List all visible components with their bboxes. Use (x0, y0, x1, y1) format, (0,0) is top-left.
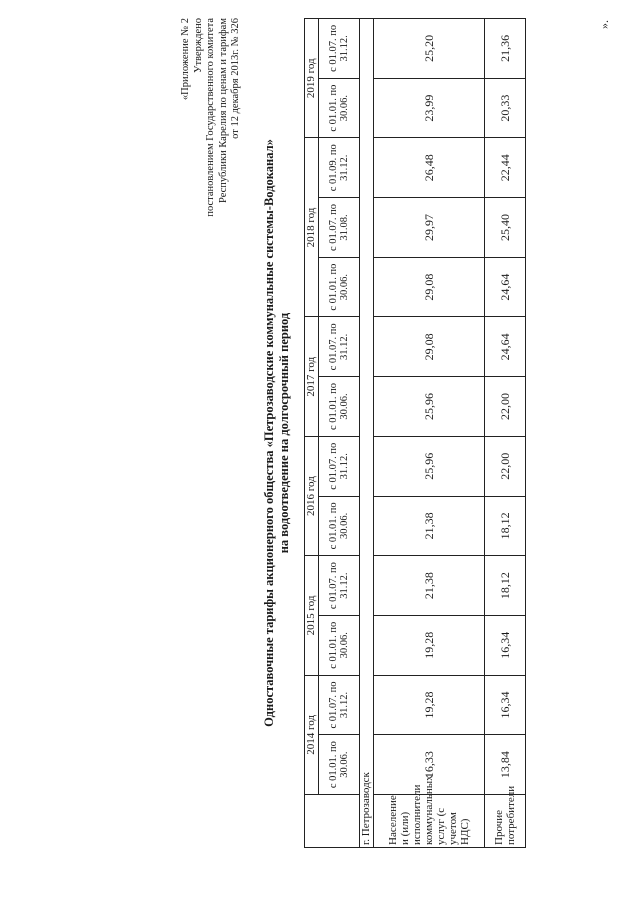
tariff-value: 25,96 (374, 436, 485, 496)
tariff-value: 19,28 (374, 675, 485, 735)
tariff-table (304, 18, 526, 848)
tariff-value: 22,44 (485, 138, 526, 198)
table-row (374, 19, 485, 848)
tariff-value: 29,08 (374, 317, 485, 377)
title-line-1: Одноставочные тарифы акционерного общества «Петрозаводские коммунальные системы-Водоканал» (262, 139, 276, 727)
period-header: с 01.09. по 31.12. (319, 138, 360, 198)
year-header: 2014 год (305, 675, 319, 794)
tariff-value: 20,33 (485, 78, 526, 138)
committee-line: Республики Карелия по ценам и тарифам (217, 18, 229, 203)
closing-quote: ». (597, 20, 611, 29)
document-sheet (180, 18, 610, 848)
corner-header (305, 795, 360, 848)
tariff-value: 24,64 (485, 317, 526, 377)
tariff-value: 22,00 (485, 436, 526, 496)
period-header: с 01.01. по 30.06. (319, 78, 360, 138)
city-row (360, 19, 374, 848)
tariff-value: 25,96 (374, 377, 485, 437)
tariff-value: 21,36 (485, 19, 526, 79)
period-header: с 01.07. по 31.12. (319, 556, 360, 616)
year-header: 2016 год (305, 436, 319, 555)
document-title (262, 18, 292, 848)
title-line-2: на водоотведение на долгосрочный период (277, 312, 291, 554)
decree-line: постановлением Государственного комитета (205, 18, 216, 217)
period-header: с 01.01. по 30.06. (319, 735, 360, 795)
year-header: 2018 год (305, 138, 319, 317)
period-header: с 01.01. по 30.06. (319, 615, 360, 675)
tariff-value: 16,34 (485, 675, 526, 735)
table-row (485, 19, 526, 848)
period-header: с 01.01. по 30.06. (319, 377, 360, 437)
tariff-value: 23,99 (374, 78, 485, 138)
tariff-value: 29,08 (374, 257, 485, 317)
tariff-value: 29,97 (374, 198, 485, 258)
tariff-value: 18,12 (485, 496, 526, 556)
row-label: Прочие потребители (485, 795, 526, 848)
year-header: 2017 год (305, 317, 319, 436)
period-header: с 01.07. по 31.12. (319, 675, 360, 735)
year-header: 2015 год (305, 556, 319, 675)
tariff-value: 24,64 (485, 257, 526, 317)
tariff-value: 19,28 (374, 615, 485, 675)
tariff-value: 21,38 (374, 496, 485, 556)
tariff-value: 26,48 (374, 138, 485, 198)
period-header: с 01.01. по 30.06. (319, 496, 360, 556)
tariff-value: 22,00 (485, 377, 526, 437)
decree-date: от 12 декабря 2013г. № 326 (230, 18, 241, 139)
tariff-value: 25,40 (485, 198, 526, 258)
period-header: с 01.07. по 31.12. (319, 317, 360, 377)
appendix-label: «Приложение № 2 (180, 18, 191, 101)
tariff-value: 21,38 (374, 556, 485, 616)
year-header-row (305, 19, 319, 848)
tariff-value: 16,34 (485, 615, 526, 675)
city-cell: г. Петрозаводск (360, 19, 374, 848)
period-header: с 01.07. по 31.12. (319, 19, 360, 79)
period-header: с 01.01. по 30.06. (319, 257, 360, 317)
tariff-value: 16,33 (374, 735, 485, 795)
year-header: 2019 год (305, 19, 319, 138)
row-label: Население и (или) исполнители коммунальных услуг (с учетом НДС) (374, 795, 485, 848)
approval-block (180, 18, 243, 217)
period-header: с 01.07. по 31.08. (319, 198, 360, 258)
tariff-value: 25,20 (374, 19, 485, 79)
approved-label: Утверждено (192, 18, 204, 73)
tariff-value: 13,84 (485, 735, 526, 795)
period-header-row (319, 19, 360, 848)
tariff-value: 18,12 (485, 556, 526, 616)
period-header: с 01.07. по 31.12. (319, 436, 360, 496)
